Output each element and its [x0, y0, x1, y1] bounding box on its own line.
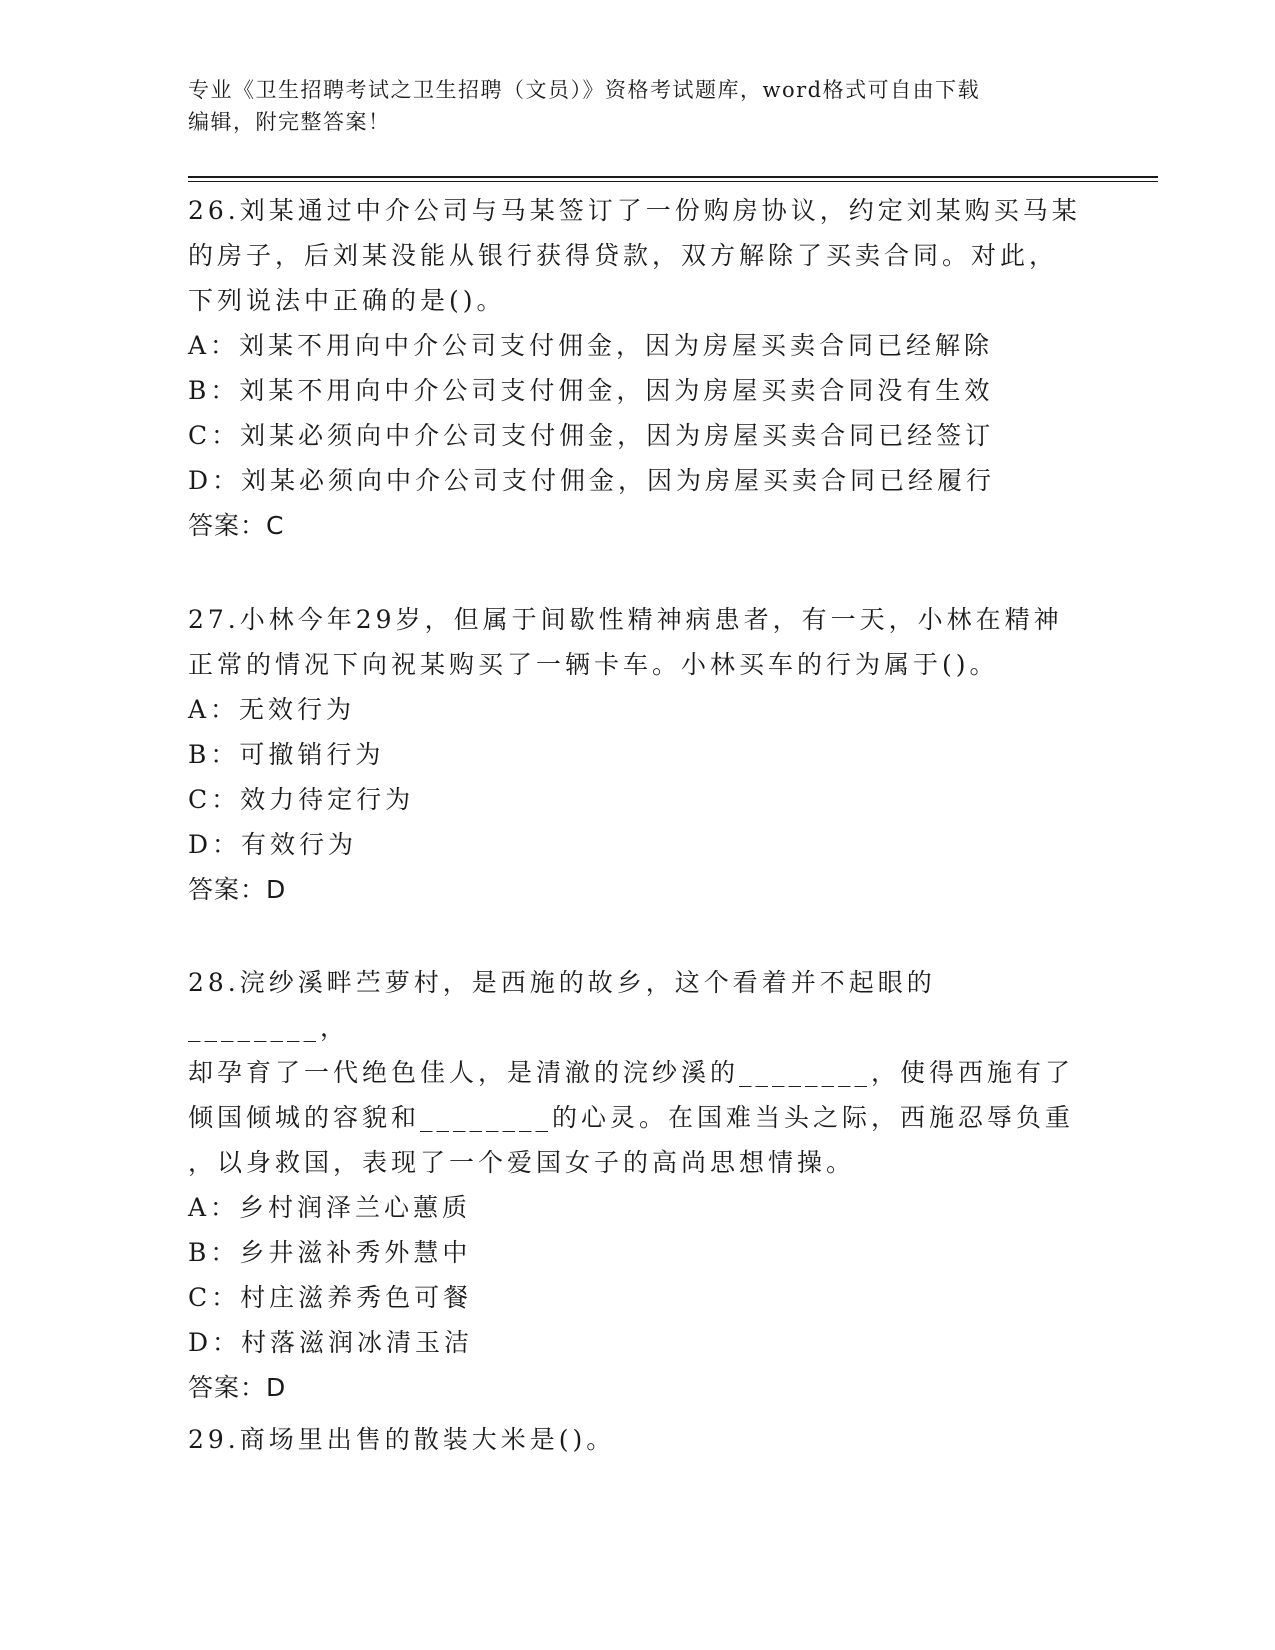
- question-stem-line: ，以身救国，表现了一个爱国女子的高尚思想情操。: [188, 1148, 856, 1177]
- question-stem-line: 下列说法中正确的是()。: [188, 286, 506, 315]
- option-a: A：乡村润泽兰心蕙质: [188, 1193, 472, 1222]
- option-b: B：可撤销行为: [188, 740, 385, 769]
- option-c: C：刘某必须向中介公司支付佣金，因为房屋买卖合同已经签订: [188, 421, 995, 450]
- option-d: D：村落滋润冰清玉洁: [188, 1328, 474, 1357]
- option-a: A：刘某不用向中介公司支付佣金，因为房屋买卖合同已经解除: [188, 331, 994, 360]
- option-c: C：村庄滋养秀色可餐: [188, 1283, 473, 1312]
- answer: 答案：C: [188, 511, 285, 540]
- header-divider-thick: [188, 176, 1158, 178]
- option-b: B：乡井滋补秀外慧中: [188, 1238, 472, 1267]
- header-line-1: 专业《卫生招聘考试之卫生招聘（文员）》资格考试题库，word格式可自由下载: [188, 78, 981, 102]
- answer: 答案：D: [188, 1373, 287, 1402]
- question-stem-line: 倾国倾城的容貌和________的心灵。在国难当头之际，西施忍辱负重: [188, 1103, 1075, 1132]
- option-d: D：有效行为: [188, 830, 358, 859]
- question-29: [188, 1417, 1088, 1462]
- option-d: D：刘某必须向中介公司支付佣金，因为房屋买卖合同已经履行: [188, 466, 996, 495]
- document-header: [188, 74, 1068, 138]
- header-divider-thin: [188, 181, 1158, 182]
- question-stem-line: 27.小林今年29岁，但属于间歇性精神病患者，有一天，小林在精神: [188, 605, 1063, 634]
- answer: 答案：D: [188, 875, 287, 904]
- question-stem-line: 29.商场里出售的散装大米是()。: [188, 1425, 616, 1454]
- question-26: [188, 188, 1088, 548]
- option-c: C：效力待定行为: [188, 785, 415, 814]
- question-stem-line: 28.浣纱溪畔苎萝村，是西施的故乡，这个看着并不起眼的________，: [188, 968, 936, 1042]
- option-b: B：刘某不用向中介公司支付佣金，因为房屋买卖合同没有生效: [188, 376, 994, 405]
- question-28: [188, 960, 1088, 1410]
- question-stem-line: 却孕育了一代绝色佳人，是清澈的浣纱溪的________，使得西施有了: [188, 1058, 1075, 1087]
- header-line-2: 编辑，附完整答案！: [188, 110, 391, 134]
- question-stem-line: 正常的情况下向祝某购买了一辆卡车。小林买车的行为属于()。: [188, 650, 999, 679]
- question-stem-line: 26.刘某通过中介公司与马某签订了一份购房协议，约定刘某购买马某: [188, 196, 1081, 225]
- question-stem-line: 的房子，后刘某没能从银行获得贷款，双方解除了买卖合同。对此，: [188, 241, 1059, 270]
- question-27: [188, 597, 1088, 912]
- option-a: A：无效行为: [188, 695, 356, 724]
